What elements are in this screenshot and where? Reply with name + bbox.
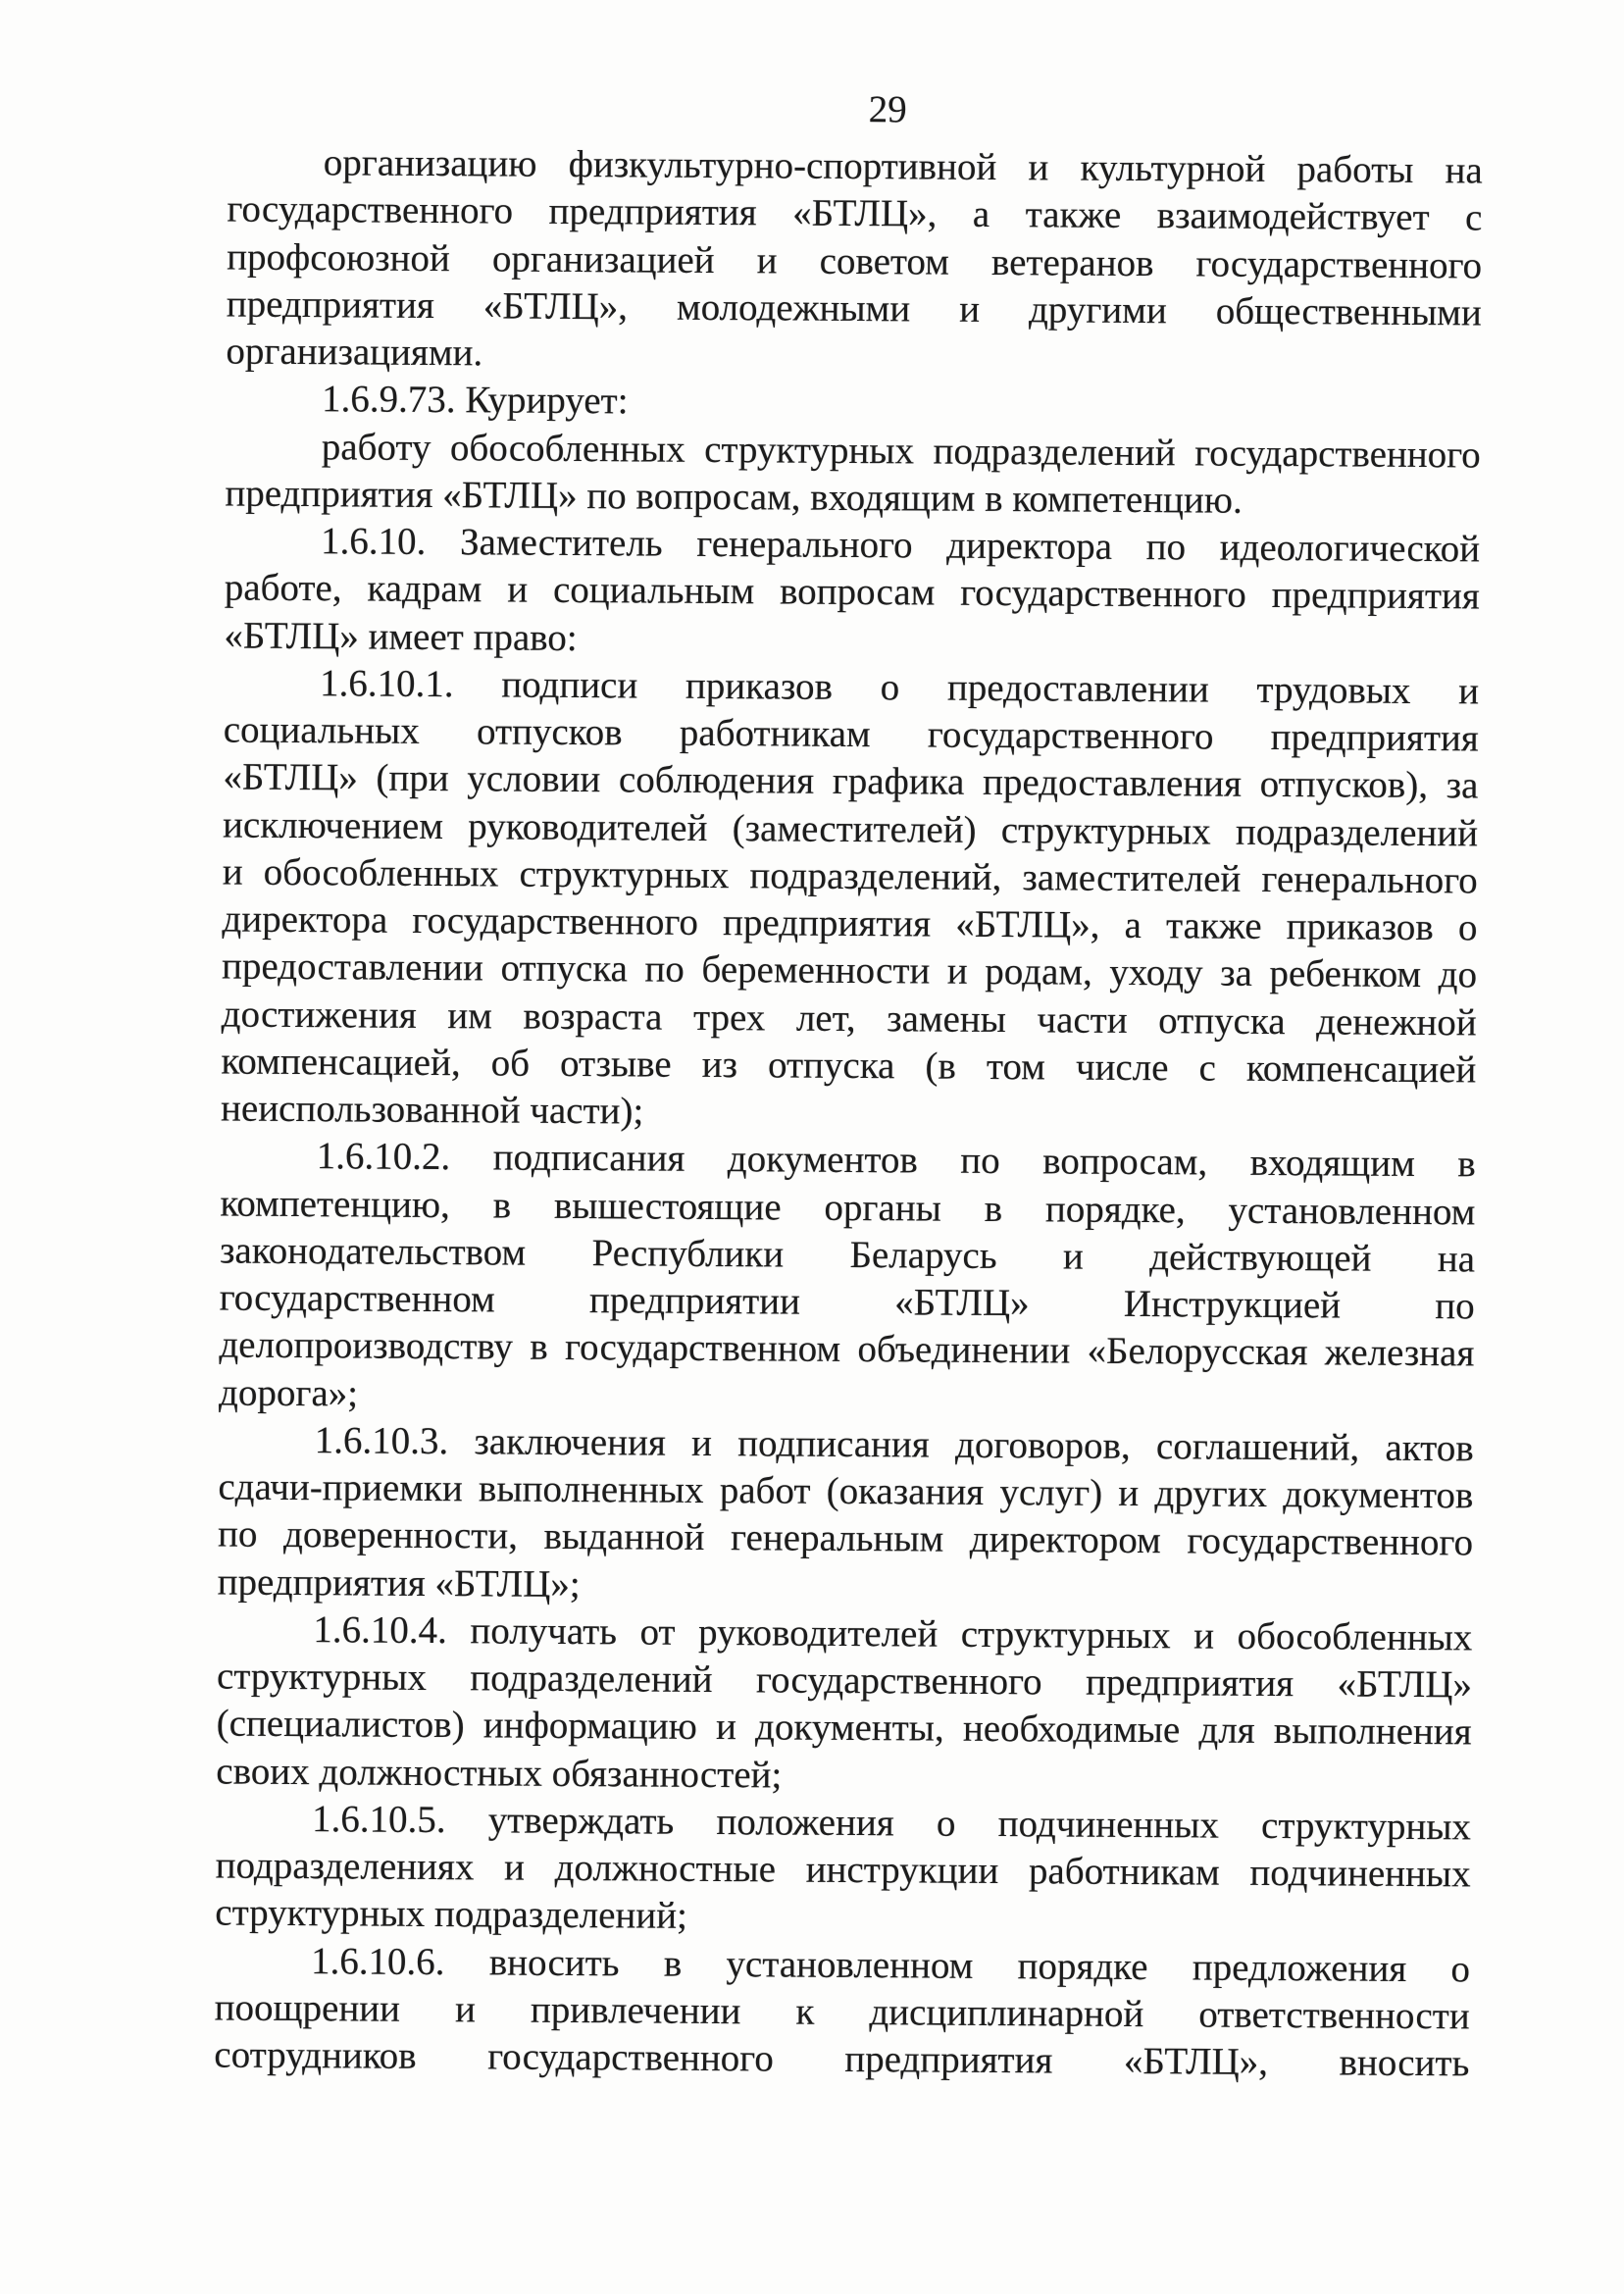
text-line: «БТЛЦ» (при условии соблюдения графика предоставления отпусков), за xyxy=(223,755,1479,807)
text-line: 1.6.10.5. утверждать положения о подчиненных структурных xyxy=(311,1797,1472,1849)
text-line: исключением руководителей (заместителей) структурных подразделений xyxy=(222,803,1479,854)
text-line: 1.6.10.6. вносить в установленном порядке предложения о xyxy=(310,1939,1471,1990)
text-line: структурных подразделений; xyxy=(215,1891,688,1938)
text-line: по доверенности, выданной генеральным директором государственного xyxy=(217,1512,1474,1564)
text-line: государственного предприятия «БТЛЦ», а также взаимодействует с xyxy=(227,187,1483,239)
text-line: достижения им возраста трех лет, замены части отпуска денежной xyxy=(221,993,1477,1044)
text-line: структурных подразделений государственного предприятия «БТЛЦ» xyxy=(216,1655,1473,1707)
text-line: 1.6.10.3. заключения и подписания договоров, соглашений, актов xyxy=(314,1418,1474,1470)
text-line: сотрудников государственного предприятия «БТЛЦ», вносить xyxy=(214,2033,1470,2085)
text-line: компенсацией, об отзыве из отпуска (в том числе с компенсацией xyxy=(221,1040,1477,1092)
text-line: подразделениях и должностные инструкции работникам подчиненных xyxy=(215,1844,1471,1896)
page-content xyxy=(214,0,1484,2088)
paragraph xyxy=(218,1416,1474,1614)
text-line: законодательством Республики Беларусь и действующей на xyxy=(219,1229,1476,1281)
text-line: директора государственного предприятия «БТЛЦ», а также приказов о xyxy=(222,897,1478,949)
text-line: (специалистов) информацию и документы, необходимые для выполнения xyxy=(216,1702,1472,1754)
paragraph xyxy=(226,376,1481,432)
text-line: 1.6.10.1. подписи приказов о предоставлении трудовых и xyxy=(319,661,1480,713)
paragraph xyxy=(226,139,1483,384)
page-number: 29 xyxy=(868,88,907,131)
text-line: социальных отпусков работникам государственного предприятия xyxy=(223,708,1479,760)
text-line: профсоюзной организацией и советом ветеранов государственного xyxy=(227,235,1483,286)
text-line: компетенцию, в вышестоящие органы в порядке, установленном xyxy=(220,1182,1476,1233)
paragraph xyxy=(214,1937,1470,2088)
paragraph xyxy=(224,518,1480,669)
paragraph xyxy=(221,659,1479,1141)
paragraph xyxy=(216,1606,1472,1804)
text-line: работу обособленных структурных подразделений государственного xyxy=(321,425,1481,476)
text-line: «БТЛЦ» имеет право: xyxy=(224,614,578,659)
text-line: 1.6.10.2. подписания документов по вопросам, входящим в xyxy=(316,1135,1476,1186)
text-line: неиспользованной части); xyxy=(220,1087,644,1133)
text-line: поощрении и привлечении к дисциплинарной ответственности xyxy=(214,1986,1470,2038)
text-line: организациями. xyxy=(226,330,483,375)
paragraph xyxy=(215,1795,1471,1946)
text-line: 1.6.9.73. Курирует: xyxy=(321,378,629,423)
text-line: дорога»; xyxy=(218,1370,359,1414)
text-line: предоставлении отпуска по беременности и родам, уходу за ребенком до xyxy=(221,944,1478,996)
text-line: государственном предприятии «БТЛЦ» Инструкцией по xyxy=(219,1276,1475,1328)
text-line: и обособленных структурных подразделений, заместителей генерального xyxy=(222,850,1478,902)
text-line: делопроизводству в государственном объединении «Белорусская железная xyxy=(219,1323,1475,1375)
paragraph xyxy=(219,1133,1476,1425)
text-line: предприятия «БТЛЦ» по вопросам, входящим в компетенцию. xyxy=(225,472,1243,522)
text-line: 1.6.10.4. получать от руководителей структурных и обособленных xyxy=(313,1607,1473,1659)
text-line: сдачи-приемки выполненных работ (оказания услуг) и других документов xyxy=(218,1465,1474,1517)
text-line: предприятия «БТЛЦ», молодежными и другими общественными xyxy=(226,282,1482,334)
text-line: предприятия «БТЛЦ»; xyxy=(217,1559,581,1606)
text-line: работе, кадрам и социальным вопросам государственного предприятия xyxy=(224,566,1480,618)
text-line: 1.6.10. Заместитель генерального директора по идеологической xyxy=(320,520,1481,571)
paragraphs-container xyxy=(214,139,1483,2088)
text-line: своих должностных обязанностей; xyxy=(216,1749,783,1797)
paragraph xyxy=(225,423,1481,526)
text-line: организацию физкультурно-спортивной и культурной работы на xyxy=(323,141,1483,192)
